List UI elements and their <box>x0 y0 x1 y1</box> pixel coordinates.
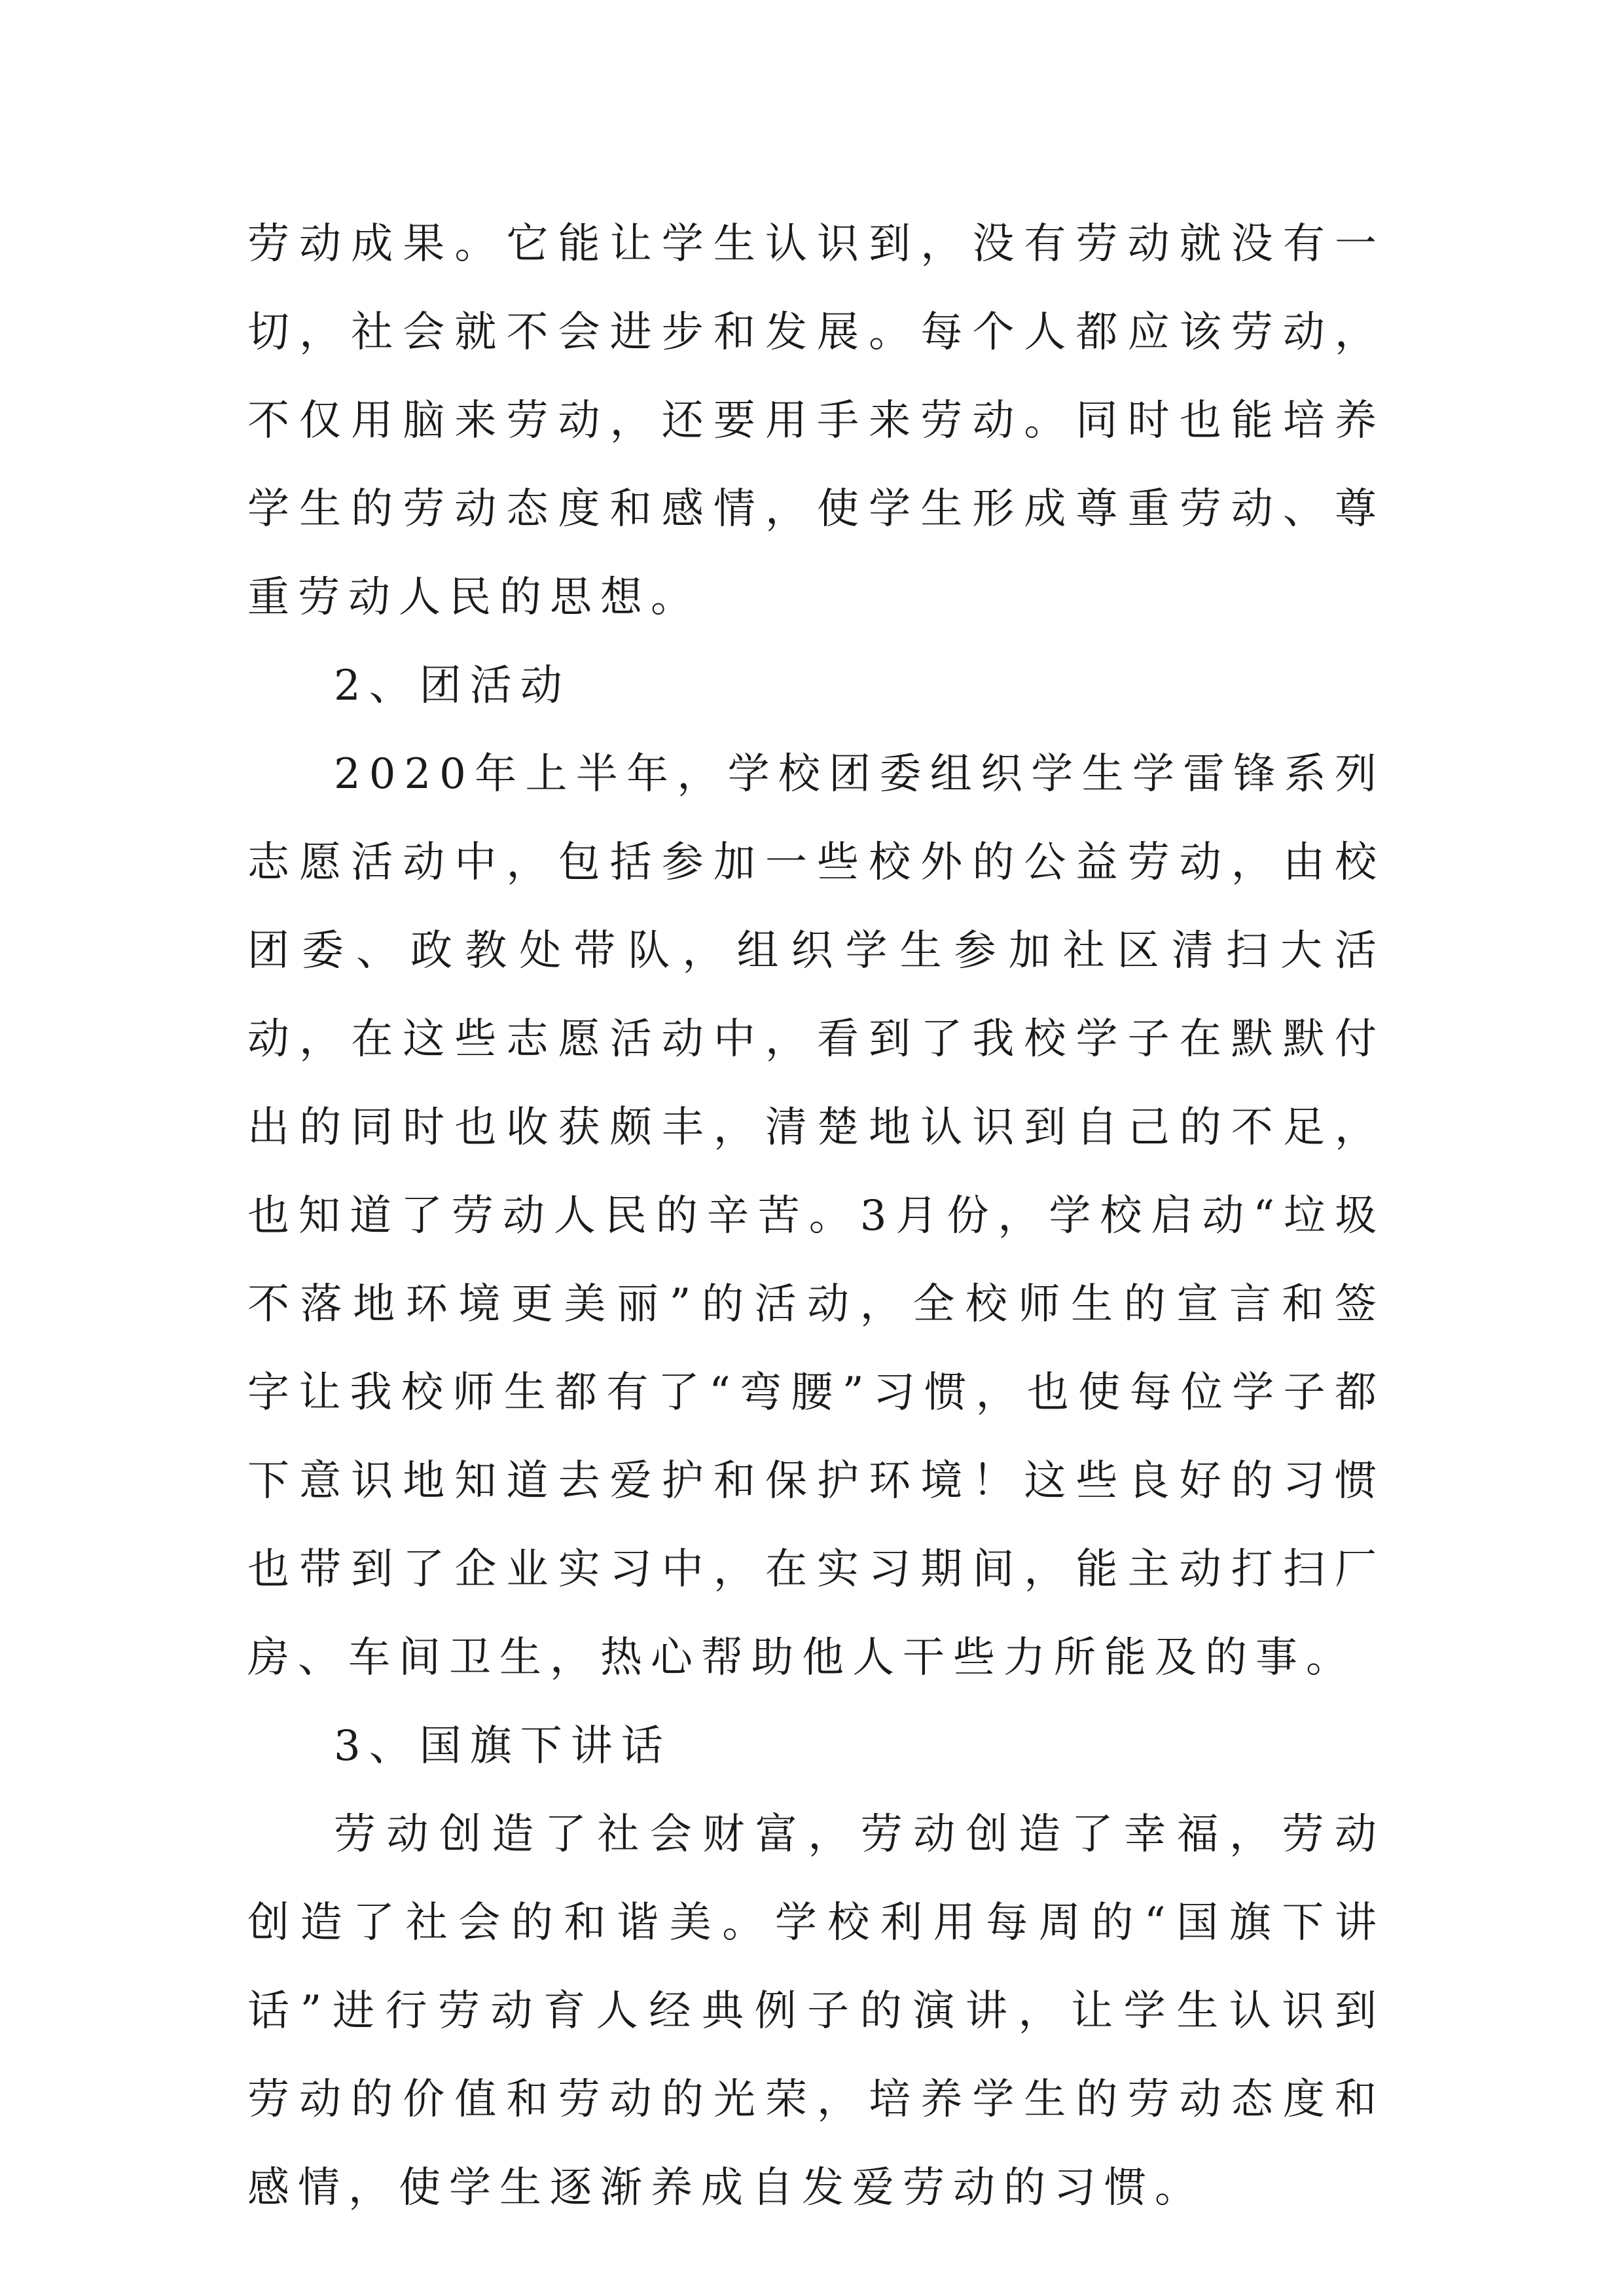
document-page <box>247 200 1385 2233</box>
section-heading-flag-speech: 3、国旗下讲话 <box>334 1722 672 1770</box>
paragraph-league-activities: 2020年上半年，学校团委组织学生学雷锋系列志愿活动中，包括参加一些校外的公益劳动，由校团委、政教处带队，组织学生参加社区清扫大活动，在这些志愿活动中，看到了我校学子在默默付出的同时也收获颇丰，清楚地认识到自己的不足，也知道了劳动人民的辛苦。3月份，学校启动“垃圾不落地环境更美丽”的活动，全校师生的宣言和签字让我校师生都有了“弯腰”习惯，也使每位学子都下意识地知道去爱护和保护环境！这些良好的习惯也带到了企业实习中，在实习期间，能主动打扫厂房、车间卫生，热心帮助他人干些力所能及的事。 <box>247 750 1385 1682</box>
paragraph-continuation: 劳动成果。它能让学生认识到，没有劳动就没有一切，社会就不会进步和发展。每个人都应该劳动，不仅用脑来劳动，还要用手来劳动。同时也能培养学生的劳动态度和感情，使学生形成尊重劳动、尊重劳动人民的思想。 <box>247 220 1385 622</box>
section-heading-league-activities: 2、团活动 <box>334 662 571 710</box>
paragraph-flag-speech: 劳动创造了社会财富，劳动创造了幸福，劳动创造了社会的和谐美。学校利用每周的“国旗下讲话”进行劳动育人经典例子的演讲，让学生认识到劳动的价值和劳动的光荣，培养学生的劳动态度和感情，使学生逐渐养成自发爱劳动的习惯。 <box>247 1810 1385 2212</box>
